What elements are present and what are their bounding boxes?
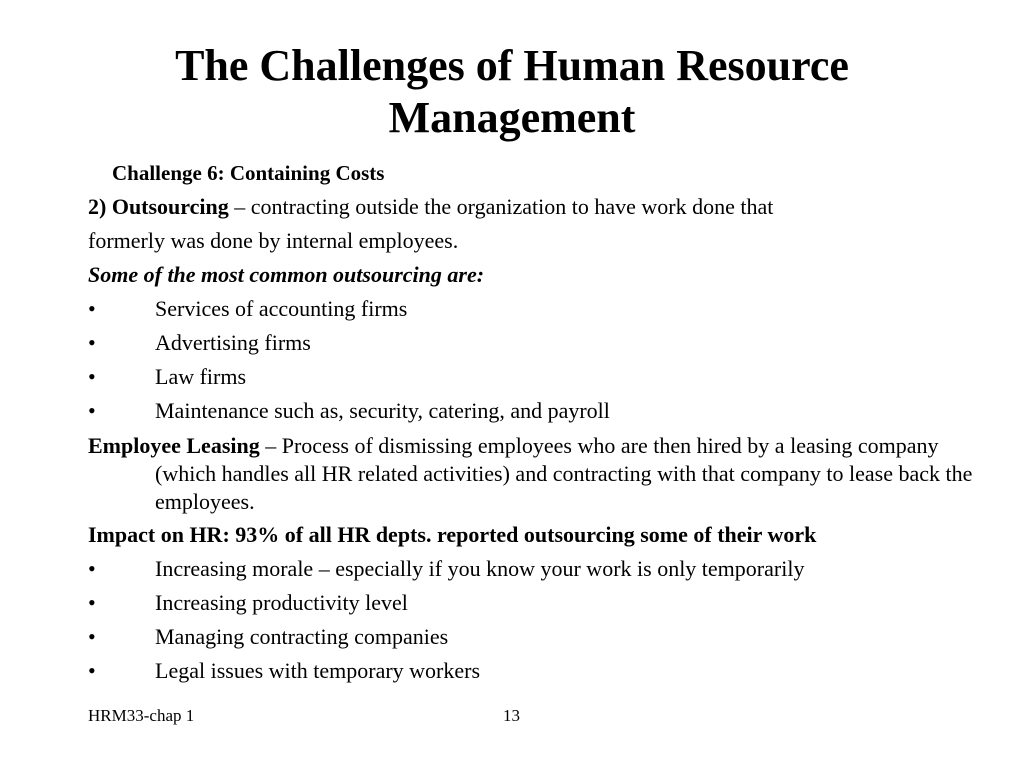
slide-title-line-1: The Challenges of Human Resource — [175, 41, 849, 90]
bullet-glyph: • — [88, 590, 96, 615]
employee-leasing-definition: – Process of dismissing employees who are then hired by a leasing company (which handles all HR related activities) and contracting with that company to lease back the employees. — [155, 433, 973, 514]
outsourcing-definition: – contracting outside the organization to have work done that — [228, 194, 774, 219]
list-item — [88, 360, 988, 394]
common-outsourcing-heading: Some of the most common outsourcing are: — [88, 262, 485, 287]
outsourcing-definition-continued: formerly was done by internal employees. — [88, 228, 459, 253]
subheading: Challenge 6: Containing Costs — [112, 161, 385, 185]
bullet-glyph: • — [88, 658, 96, 683]
list-item-text: Increasing productivity level — [155, 590, 408, 615]
list-item-text: Law firms — [155, 364, 247, 389]
employee-leasing-paragraph — [88, 432, 988, 516]
footer-course-label: HRM33-chap 1 — [88, 706, 195, 725]
slide-title — [0, 40, 1024, 144]
bullet-glyph: • — [88, 556, 96, 581]
slide-title-line-2: Management — [388, 93, 636, 142]
list-item — [88, 552, 988, 586]
impact-heading: Impact on HR: 93% of all HR depts. reported outsourcing some of their work — [88, 522, 817, 547]
list-item — [88, 292, 988, 326]
list-item-text: Managing contracting companies — [155, 624, 449, 649]
list-item-text: Services of accounting firms — [155, 296, 408, 321]
employee-leasing-label: Employee Leasing — [88, 433, 260, 458]
list-item — [88, 586, 988, 620]
bullet-glyph: • — [88, 330, 96, 355]
slide-body — [88, 156, 988, 688]
bullet-glyph: • — [88, 398, 96, 423]
footer-page-number: 13 — [503, 706, 520, 725]
bullet-glyph: • — [88, 296, 96, 321]
list-item — [88, 654, 988, 688]
bullet-glyph: • — [88, 624, 96, 649]
list-item-text: Maintenance such as, security, catering, and payroll — [155, 398, 610, 423]
outsourcing-paragraph — [88, 190, 988, 224]
outsourcing-label: 2) Outsourcing — [88, 194, 229, 219]
list-item-text: Increasing morale – especially if you know your work is only temporarily — [155, 556, 805, 581]
list-item-text: Legal issues with temporary workers — [155, 658, 481, 683]
bullet-glyph: • — [88, 364, 96, 389]
list-item — [88, 326, 988, 360]
list-item — [88, 394, 988, 428]
list-item — [88, 620, 988, 654]
list-item-text: Advertising firms — [155, 330, 311, 355]
